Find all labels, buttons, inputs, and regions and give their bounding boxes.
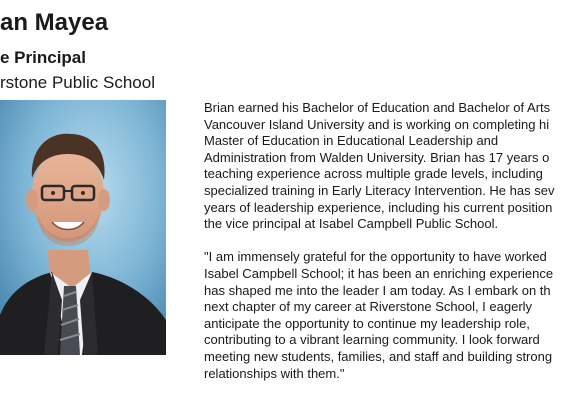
quote-line: next chapter of my career at Riverstone School, I eagerly <box>204 299 533 315</box>
bio-text <box>204 100 562 410</box>
bio-line: teaching experience across multiple grade levels, including <box>204 166 543 182</box>
paragraph-gap <box>204 233 562 250</box>
quote-line: has shaped me into the leader I am today. As I embark on th <box>204 282 551 298</box>
staff-name: an Mayea <box>0 9 109 36</box>
bio-line: the vice principal at Isabel Campbell Public School. <box>204 216 499 232</box>
portrait-photo <box>0 100 166 355</box>
bio-line: Administration from Walden University. Brian has 17 years o <box>204 149 550 165</box>
bio-line: specialized training in Early Literacy Intervention. He has sev <box>204 182 555 198</box>
quote-line: anticipate the opportunity to continue my leadership role, <box>204 315 530 331</box>
quote-line: relationships with them." <box>204 365 345 381</box>
quote-line: Isabel Campbell School; it has been an enriching experience <box>204 265 554 281</box>
bio-line: years of leadership experience, including his current position <box>204 199 553 215</box>
quote-line: contributing to a vibrant learning community. I look forward <box>204 332 540 348</box>
bio-line: Master of Education in Educational Leadership and <box>204 133 499 149</box>
quote-line: meeting new students, families, and staff and building strong <box>204 348 553 364</box>
bio-line: Brian earned his Bachelor of Education and Bachelor of Arts <box>204 100 551 115</box>
bio-line: Vancouver Island University and is working on completing hi <box>204 116 550 132</box>
staff-school: rstone Public School <box>0 73 155 92</box>
quote-line: "I am immensely grateful for the opportunity to have worked <box>204 249 547 265</box>
staff-role: e Principal <box>0 48 86 67</box>
